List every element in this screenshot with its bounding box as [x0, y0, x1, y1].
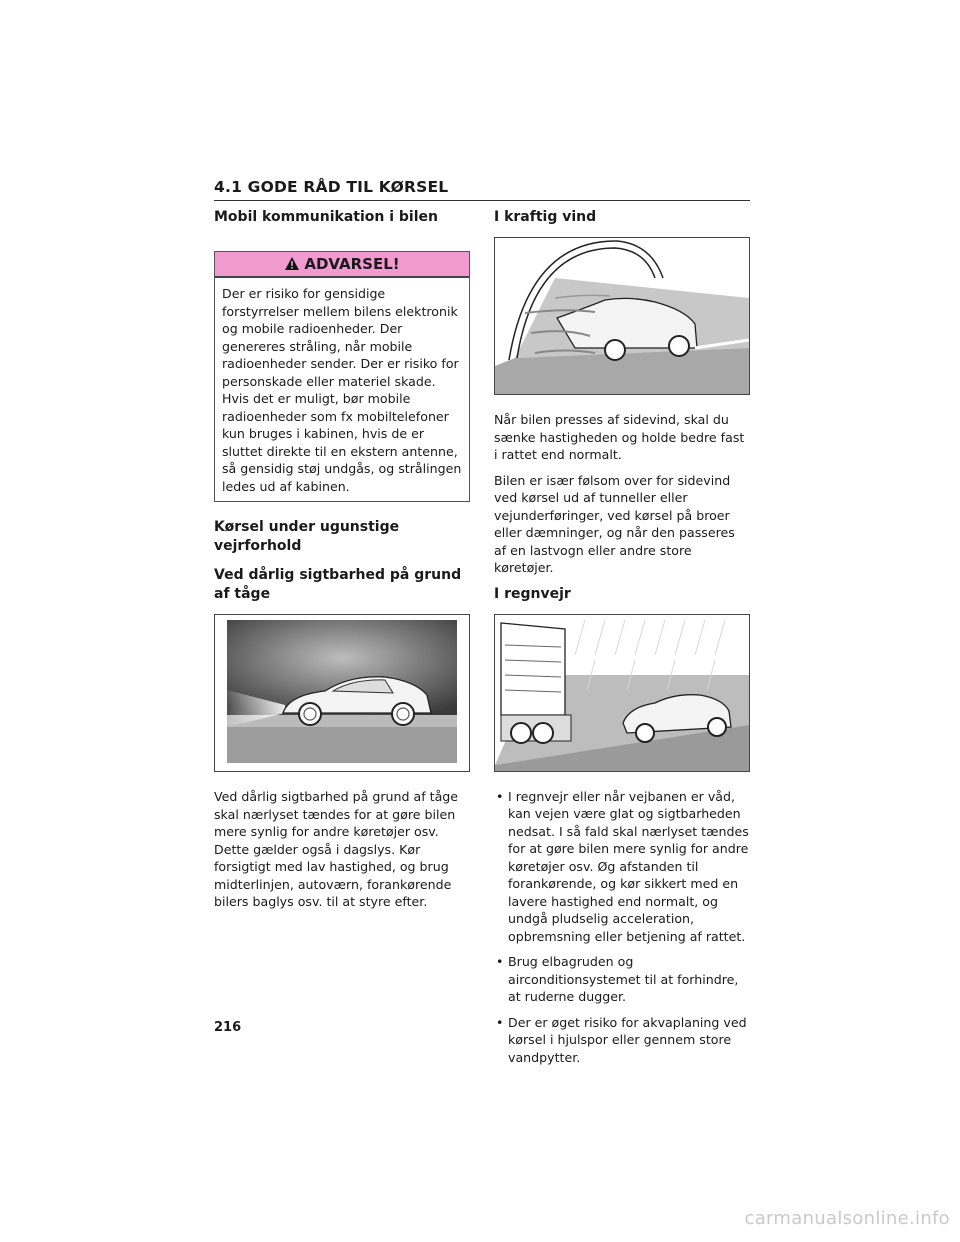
list-item: • I regnvejr eller når vejbanen er våd, kan vejen være glat og sigtbarheden nedsat. I så fald skal nærlyset tændes for at gøre bilen mere synlig for andre køretøjer osv. Øg afstanden til forankørende, og kør sikkert med en lavere hastighed end normalt, og undgå pludselig acceleration, opbremsning eller betjening af rattet.: [496, 788, 749, 944]
wind-car-image: [495, 238, 749, 394]
rain-car-image: [495, 615, 749, 771]
page-number: 216: [214, 1020, 242, 1035]
right-column: [494, 208, 750, 1074]
rain-bullet-list: [494, 788, 750, 1067]
watermark: carmanualsonline.info: [744, 1208, 950, 1229]
rain-heading: I regnvejr: [494, 585, 571, 602]
wind-text-2: Bilen er især følsom over for sidevind ved kørsel ud af tunneller eller vejunderføringer, ved kørsel på broer eller dæmninger, og når den passeres af en lastvogn eller andre store køretøjer.: [494, 472, 735, 575]
section-header: 4.1 GODE RÅD TIL KØRSEL: [214, 178, 750, 201]
warning-triangle-icon: [284, 256, 300, 271]
list-item: • Brug elbagruden og airconditionsystemet til at forhindre, at ruderne dugger.: [496, 954, 739, 1004]
weather-heading: Kørsel under ugunstige vejrforhold: [214, 519, 400, 554]
rain-illustration: [494, 614, 750, 772]
warning-text: Der er risiko for gensidige forstyrrelser mellem bilens elektronik og mobile radioenheder. Der genereres stråling, når mobile radioenheder sender. Der er risiko for personskade eller materiel skade. Hvis det er muligt, bør mobile radioenheder som fx mobiltelefoner kun bruges i kabinen, hvis de er sluttet direkte til en ekstern antenne, så gensidig støj undgås, og strålingen ledes ud af kabinen.: [222, 286, 462, 494]
fog-illustration: [214, 614, 470, 772]
warning-label: ADVARSEL!: [304, 255, 400, 273]
warning-box: [214, 251, 470, 502]
fog-text: Ved dårlig sigtbarhed på grund af tåge skal nærlyset tændes for at gøre bilen mere synlig for andre køretøjer osv. Dette gælder også i dagslys. Kør forsigtigt med lav hastighed, og brug midterlinjen, autoværn, forankørende bilers baglys osv. til at styre efter.: [214, 789, 459, 909]
wind-text-1: Når bilen presses af sidevind, skal du sænke hastigheden og holde bedre fast i rattet end normalt.: [494, 412, 745, 462]
mobile-heading: Mobil kommunikation i bilen: [214, 209, 438, 225]
list-item: • Der er øget risiko for akvaplaning ved kørsel i hjulspor eller gennem store vandpytter.: [496, 1014, 747, 1065]
warning-header: [215, 252, 469, 278]
wind-illustration: [494, 237, 750, 395]
warning-body: [215, 278, 469, 501]
wind-heading: I kraftig vind: [494, 209, 597, 225]
fog-car-image: [215, 615, 469, 771]
left-column: [214, 208, 470, 919]
fog-heading: Ved dårlig sigtbarhed på grund af tåge: [214, 567, 462, 602]
